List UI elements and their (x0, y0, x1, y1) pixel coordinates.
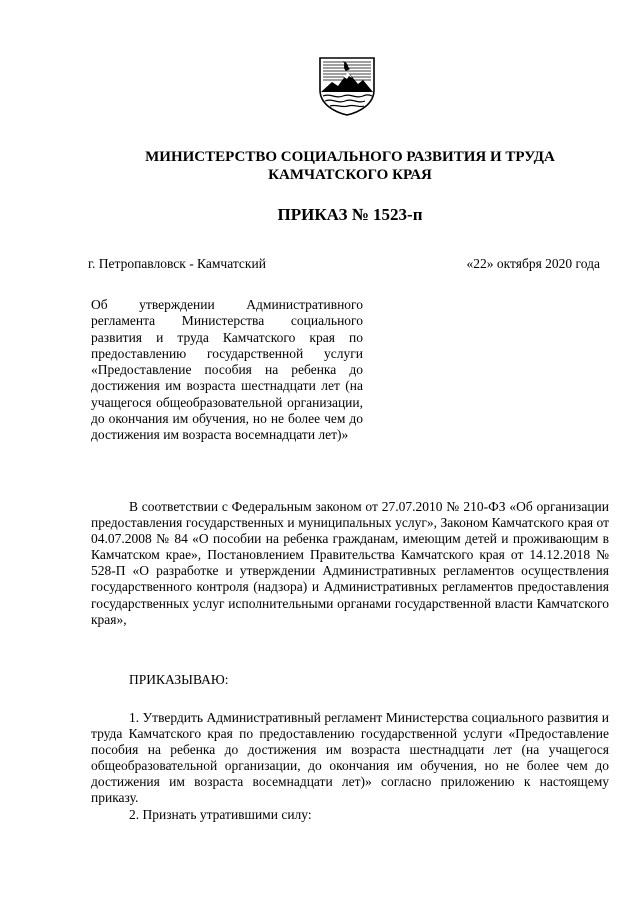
order-items (91, 710, 609, 823)
ministry-line-1: МИНИСТЕРСТВО СОЦИАЛЬНОГО РАЗВИТИЯ И ТРУДА (145, 149, 555, 165)
preamble-text: В соответствии с Федеральным законом от 27.07.2010 № 210-ФЗ «Об организации предоставления государственных и муниципальных услуг», Законом Камчатского края от 04.07.2008 № 84 «О пособии на ребенка гражданам, имеющим детей и проживающим в Камчатском крае», Постановлением Правительства Камчатского края от 14.12.2018 № 528-П «О разработке и утверждении Административных регламентов осуществления государственного контроля (надзора) и Административных регламентов предоставления государственных услуг исполнительными органами государственной власти Камчатского края», (91, 499, 609, 627)
order-item-2: 2. Признать утратившими силу: (129, 806, 312, 822)
order-item-1: 1. Утвердить Административный регламент Министерства социального развития и труда Камчатского края по предоставлению государственной услуги «Предоставление пособия на ребенка до достижения им возраста шестнадцати лет (на учащегося общеобразовательной организации, до окончания им обучения, но не более чем до достижения им возраста восемнадцати лет)» согласно приложению к настоящему приказу. (91, 710, 609, 806)
ministry-line-2: КАМЧАТСКОГО КРАЯ (268, 167, 432, 183)
order-word-block (91, 672, 609, 688)
date: «22» октября 2020 года (466, 256, 600, 271)
order-subject: Об утверждении Административного регламента Министерства социального развития и труда Камчатского края по предоставлению государственной услуги «Предоставление пособия на ребенка до достижения им возраста шестнадцати лет (на учащегося общеобразовательной организации, до окончания им обучения, но не более чем до достижения им возраста восемнадцати лет)» (91, 297, 363, 443)
place: г. Петропавловск - Камчатский (88, 256, 266, 271)
order-word: ПРИКАЗЫВАЮ: (129, 672, 229, 687)
kamchatka-emblem-icon (316, 56, 378, 116)
order-title: ПРИКАЗ № 1523-п (277, 205, 423, 224)
preamble (91, 499, 609, 628)
ministry-name (80, 148, 620, 184)
place-date-row (88, 256, 600, 272)
